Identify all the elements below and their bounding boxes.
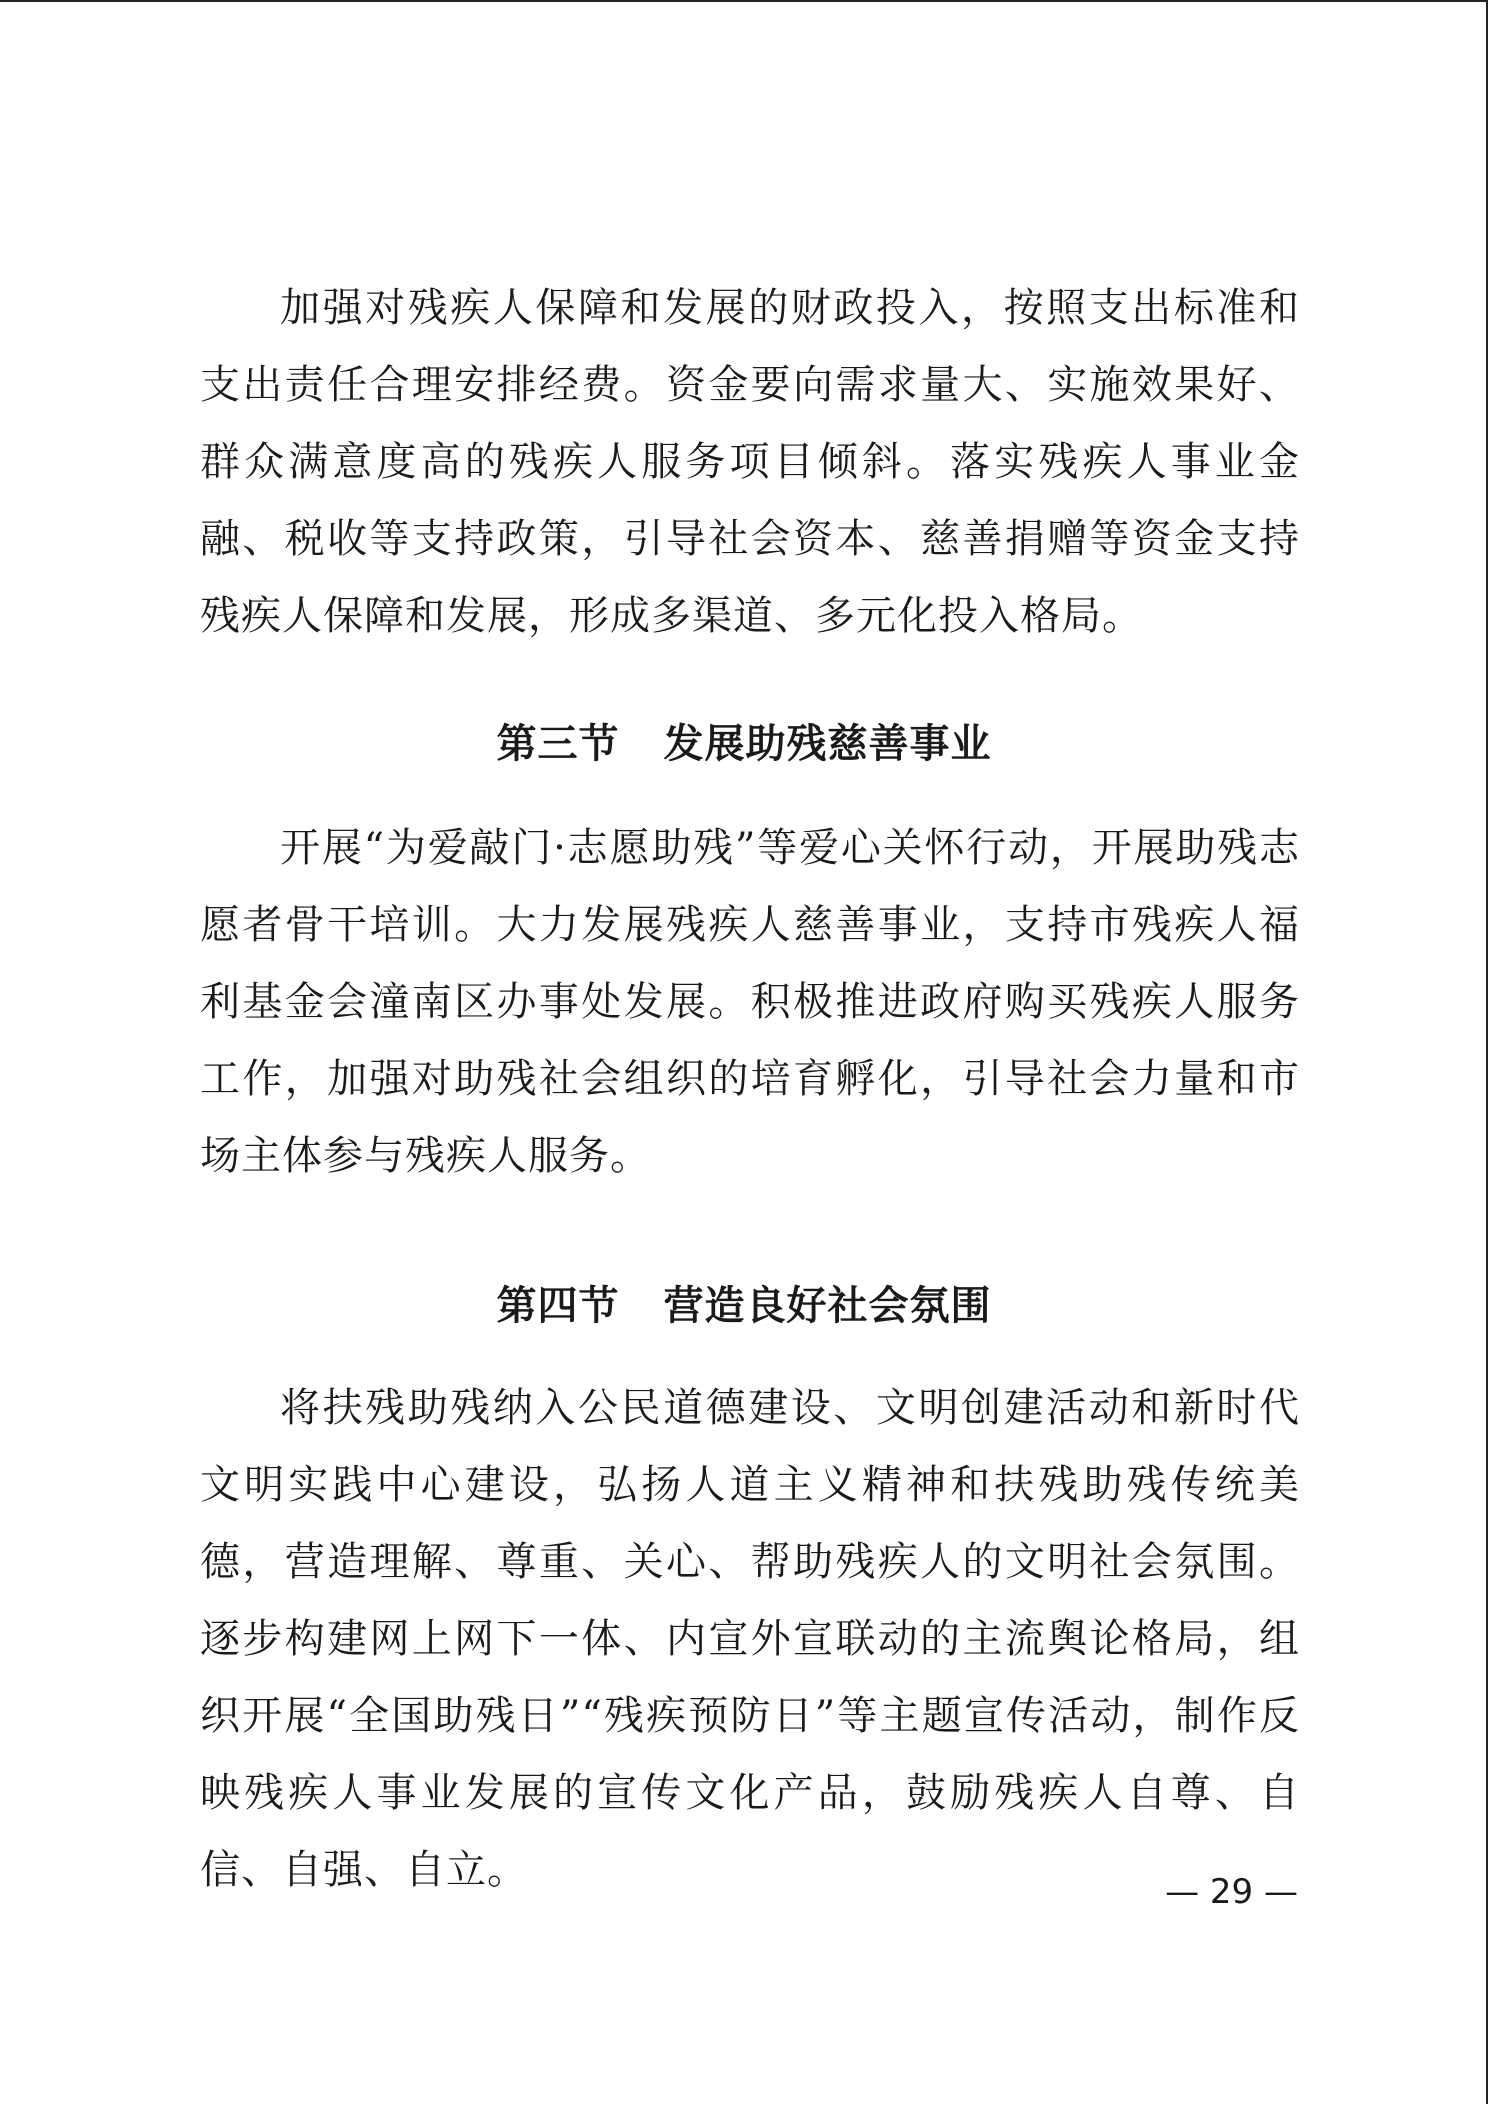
paragraph-charity: 开展“为爱敲门·志愿助残”等爱心关怀行动，开展助残志愿者骨干培训。大力发展残疾人慈善事业，支持市残疾人福利基金会潼南区办事处发展。积极推进政府购买残疾人服务工作，加强对助残社会组织的培育孵化，引导社会力量和市场主体参与残疾人服务。 bbox=[200, 825, 1300, 1179]
section-heading-4 bbox=[0, 1276, 1488, 1336]
section-heading-3 bbox=[0, 714, 1488, 774]
section-4-title: 营造良好社会氛围 bbox=[663, 1282, 992, 1329]
section-4-number: 第四节 bbox=[496, 1282, 620, 1329]
section-3-title: 发展助残慈善事业 bbox=[663, 720, 992, 767]
page-number: — 29 — bbox=[1165, 1872, 1298, 1912]
paragraph-funding: 加强对残疾人保障和发展的财政投入，按照支出标准和支出责任合理安排经费。资金要向需求量大、实施效果好、群众满意度高的残疾人服务项目倾斜。落实残疾人事业金融、税收等支持政策，引导社会资本、慈善捐赠等资金支持残疾人保障和发展，形成多渠道、多元化投入格局。 bbox=[200, 285, 1300, 639]
section-3-number: 第三节 bbox=[496, 720, 620, 767]
paragraph-social-atmosphere: 将扶残助残纳入公民道德建设、文明创建活动和新时代文明实践中心建设，弘扬人道主义精神和扶残助残传统美德，营造理解、尊重、关心、帮助残疾人的文明社会氛围。逐步构建网上网下一体、内宣外宣联动的主流舆论格局，组织开展“全国助残日”“残疾预防日”等主题宣传活动，制作反映残疾人事业发展的宣传文化产品，鼓励残疾人自尊、自信、自强、自立。 bbox=[200, 1385, 1300, 1893]
